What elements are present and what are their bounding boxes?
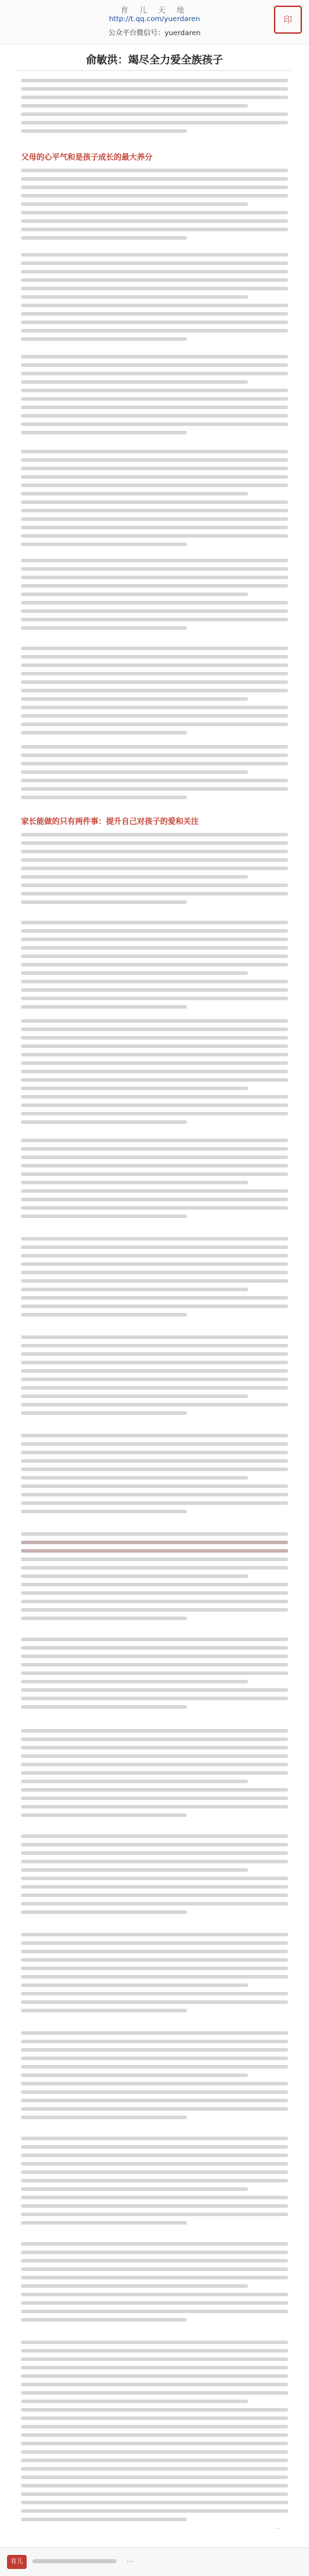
paragraph [21, 450, 288, 551]
paragraph [21, 1019, 288, 1129]
paragraph [21, 2341, 288, 2526]
article-title: 俞敏洪：竭尽全力爱全族孩子 [86, 53, 223, 66]
paragraph [21, 1434, 288, 1518]
paragraph [21, 1638, 288, 1714]
paragraph [21, 1933, 288, 2017]
paragraph [21, 559, 288, 635]
paragraph [21, 921, 288, 1014]
footer-bar [32, 2559, 117, 2563]
paragraph [21, 1139, 288, 1223]
header-banner [0, 0, 309, 44]
footer-logo: 育儿 [7, 2555, 27, 2569]
section-heading: 父母的心平气和是孩子成长的最大养分 [21, 153, 152, 162]
brand-name: 育 儿 天 地 [120, 6, 189, 15]
footer-note: … [126, 2556, 133, 2564]
watermark: … [274, 2523, 281, 2531]
paragraph [21, 1532, 288, 1625]
wechat-account: 公众平台微信号：yuerdaren [108, 30, 201, 37]
paragraph [21, 745, 288, 804]
paragraph [21, 2137, 288, 2229]
paragraph [21, 1335, 288, 1420]
paragraph [21, 833, 288, 909]
paragraph [21, 2242, 288, 2326]
paragraph [21, 1729, 288, 1822]
seal-stamp: 印 [274, 6, 302, 34]
title-divider [17, 70, 292, 71]
paragraph [21, 253, 288, 346]
paragraph [21, 1237, 288, 1321]
paragraph [21, 2031, 288, 2124]
footer-banner [0, 2547, 309, 2576]
source-url[interactable]: http://t.qq.com/yuerdaren [109, 15, 200, 23]
paragraph [21, 169, 288, 245]
paragraph [21, 79, 288, 138]
section-heading: 家长能做的只有两件事：提升自己对孩子的爱和关注 [21, 817, 199, 826]
paragraph [21, 355, 288, 439]
paragraph [21, 647, 288, 739]
paragraph [21, 1834, 288, 1919]
